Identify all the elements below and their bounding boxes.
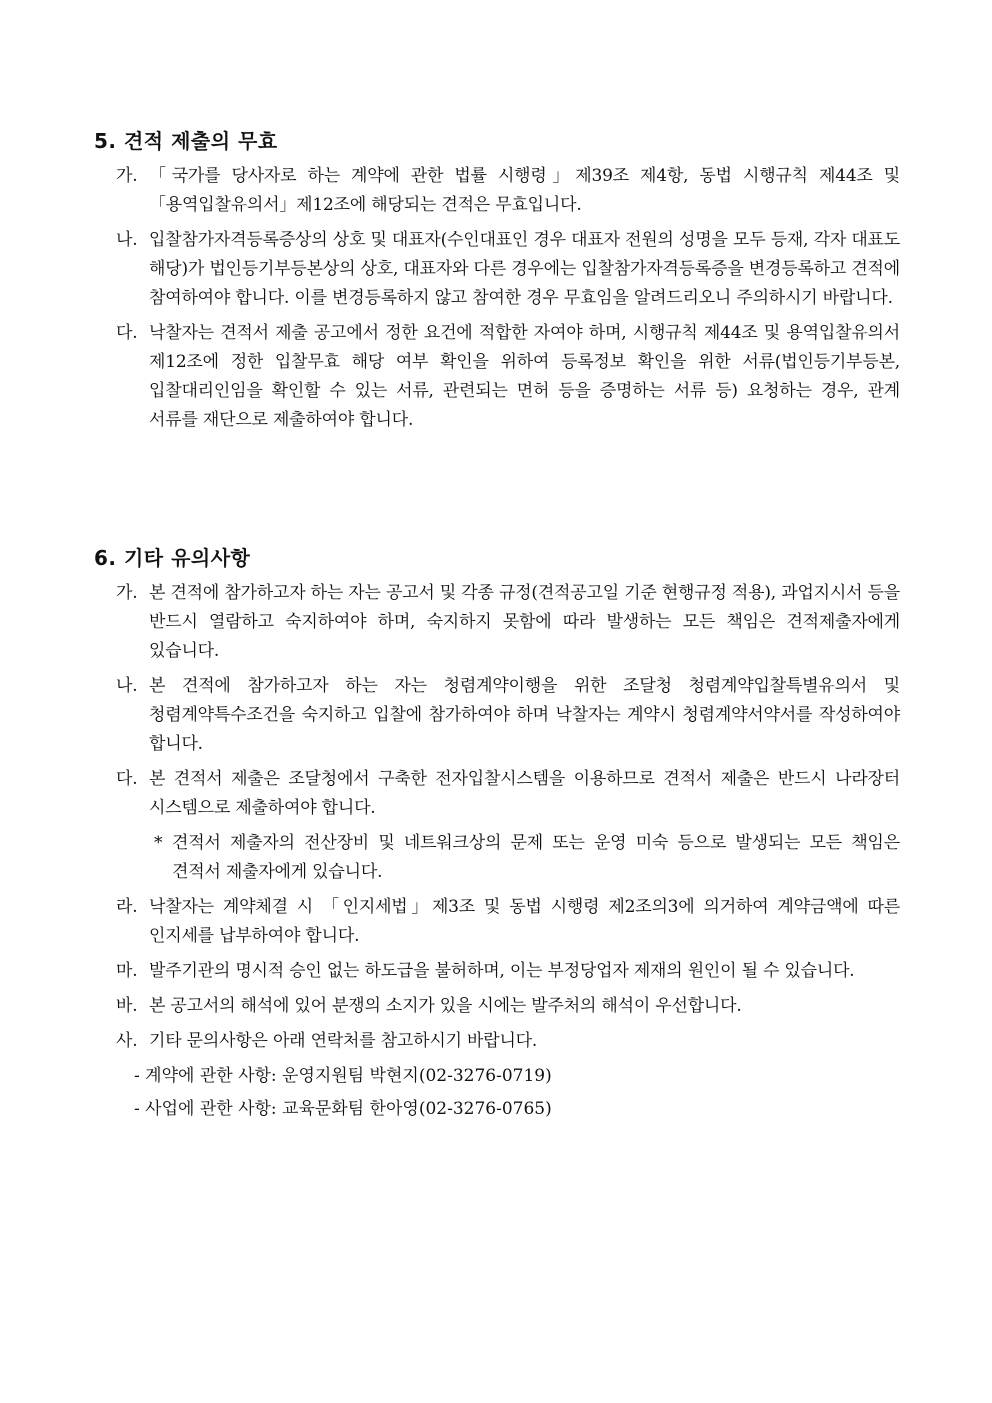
item-marker: 가. <box>116 583 138 603</box>
item-text: 낙찰자는 계약체결 시 「인지세법」제3조 및 동법 시행령 제2조의3에 의거하여 계약금액에 따른 인지세를 납부하여야 합니다. <box>149 897 900 946</box>
list-item <box>94 992 900 1021</box>
item-text: 본 공고서의 해석에 있어 분쟁의 소지가 있을 시에는 발주처의 해석이 우선합니다. <box>149 996 742 1016</box>
list-item <box>94 893 900 951</box>
note-marker: * <box>154 833 163 853</box>
contact-line-business: - 사업에 관한 사항: 교육문화팀 한아영(02-3276-0765) <box>134 1099 552 1119</box>
section-6 <box>94 545 900 1128</box>
list-item <box>94 672 900 759</box>
item-marker: 나. <box>116 676 138 696</box>
footnote <box>94 829 900 887</box>
contact-line-contract: - 계약에 관한 사항: 운영지원팀 박현지(02-3276-0719) <box>134 1066 552 1086</box>
item-text: 기타 문의사항은 아래 연락처를 참고하시기 바랍니다. <box>149 1031 538 1051</box>
item-text: 본 견적에 참가하고자 하는 자는 공고서 및 각종 규정(견적공고일 기준 현행규정 적용), 과업지시서 등을 반드시 열람하고 숙지하여야 하며, 숙지하지 못함에 따라 발생하는 모든 책임은 견적제출자에게 있습니다. <box>149 583 900 661</box>
list-item <box>94 579 900 666</box>
item-marker: 사. <box>116 1031 138 1051</box>
item-text: 낙찰자는 견적서 제출 공고에서 정한 요건에 적합한 자여야 하며, 시행규칙 제44조 및 용역입찰유의서 제12조에 정한 입찰무효 해당 여부 확인을 위하여 등록정보 확인을 위한 서류(법인등기부등본, 입찰대리인임을 확인할 수 있는 서류, 관련되는 면허 등을 증명하는 서류 등) 요청하는 경우, 관계 서류를 재단으로 제출하여야 합니다. <box>149 323 900 430</box>
item-text: 입찰참가자격등록증상의 상호 및 대표자(수인대표인 경우 대표자 전원의 성명을 모두 등재, 각자 대표도 해당)가 법인등기부등본상의 상호, 대표자와 다른 경우에는 입찰참가자격등록증을 변경등록하고 견적에 참여하여야 합니다. 이를 변경등록하지 않고 참여한 경우 무효임을 알려드리오니 주의하시기 바랍니다. <box>149 230 900 308</box>
list-item <box>94 162 900 220</box>
list-item <box>94 319 900 435</box>
list-item <box>94 765 900 823</box>
section-heading: 5. 견적 제출의 무효 <box>94 129 278 153</box>
item-text: 발주기관의 명시적 승인 없는 하도급을 불허하며, 이는 부정당업자 제재의 원인이 될 수 있습니다. <box>149 961 855 981</box>
item-text: 본 견적서 제출은 조달청에서 구축한 전자입찰시스템을 이용하므로 견적서 제출은 반드시 나라장터 시스템으로 제출하여야 합니다. <box>149 769 900 818</box>
item-marker: 가. <box>116 166 138 186</box>
item-marker: 다. <box>116 323 138 343</box>
list-item <box>94 1027 900 1056</box>
note-text: 견적서 제출자의 전산장비 및 네트워크상의 문제 또는 운영 미숙 등으로 발생되는 모든 책임은 견적서 제출자에게 있습니다. <box>172 833 900 882</box>
item-marker: 나. <box>116 230 138 250</box>
section-heading: 6. 기타 유의사항 <box>94 546 251 570</box>
item-marker: 바. <box>116 996 138 1016</box>
list-item <box>94 226 900 313</box>
item-marker: 마. <box>116 961 138 981</box>
item-marker: 다. <box>116 769 138 789</box>
section-5 <box>94 128 900 441</box>
list-item <box>94 957 900 986</box>
item-text: 「국가를 당사자로 하는 계약에 관한 법률 시행령」제39조 제4항, 동법 시행규칙 제44조 및「용역입찰유의서」제12조에 해당되는 견적은 무효입니다. <box>149 166 900 215</box>
item-marker: 라. <box>116 897 138 917</box>
item-text: 본 견적에 참가하고자 하는 자는 청렴계약이행을 위한 조달청 청렴계약입찰특별유의서 및 청렴계약특수조건을 숙지하고 입찰에 참가하여야 하며 낙찰자는 계약시 청렴계약서약서를 작성하여야 합니다. <box>149 676 900 754</box>
